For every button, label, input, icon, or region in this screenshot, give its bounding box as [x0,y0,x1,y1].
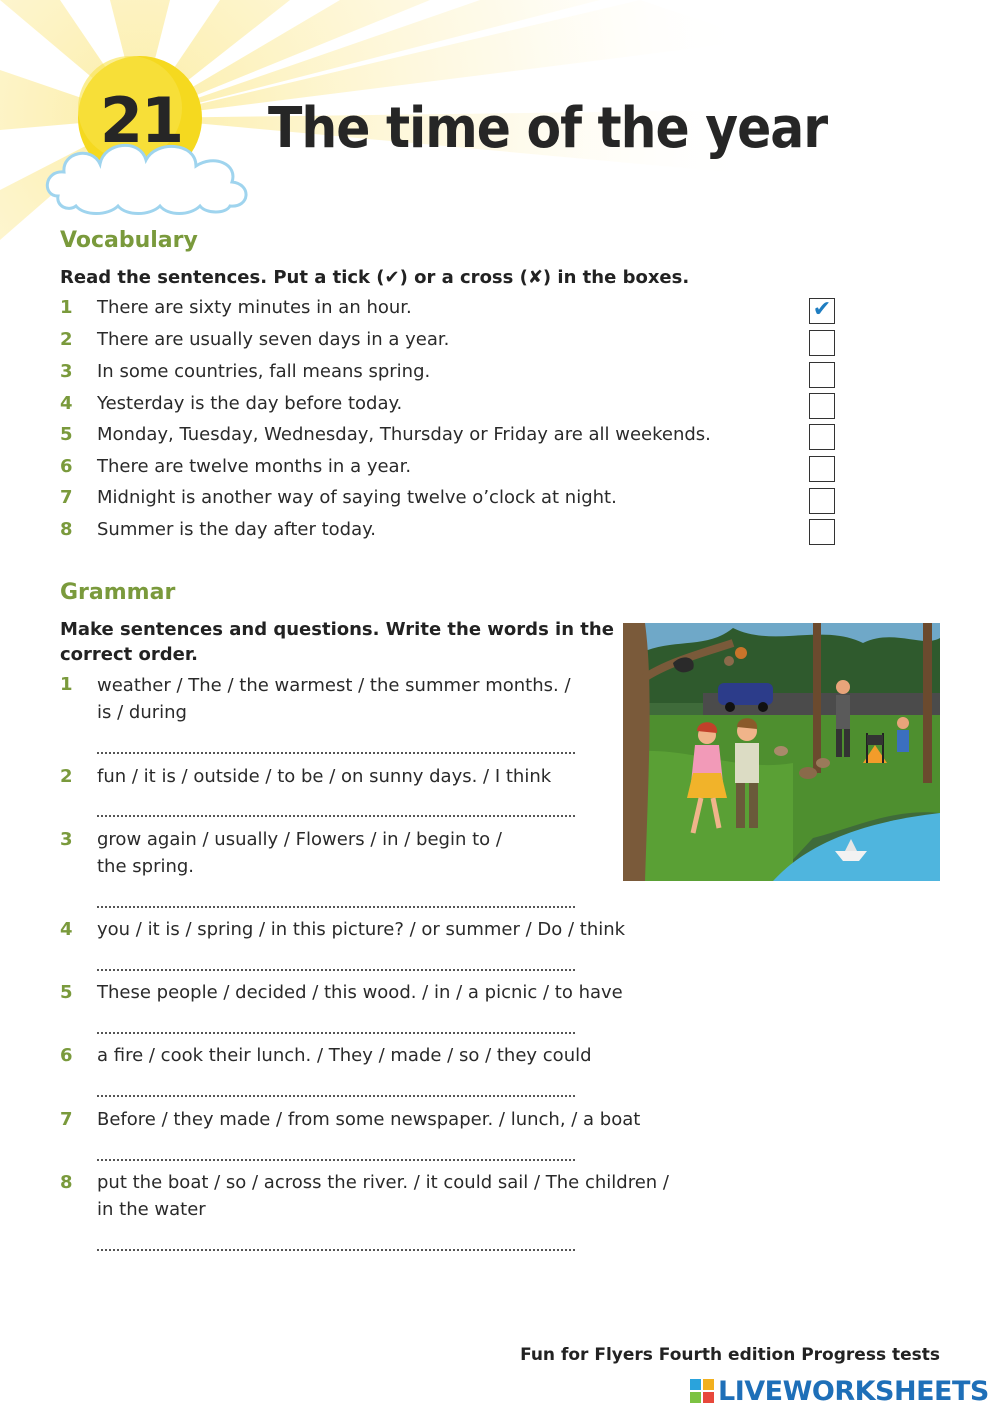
vocabulary-sentence: In some countries, fall means spring. [97,361,431,382]
vocabulary-sentence: Midnight is another way of saying twelve o’clock at night. [97,487,617,508]
item-number: 6 [60,1045,73,1066]
answer-line[interactable] [97,815,575,817]
item-number: 3 [60,829,73,850]
item-number: 7 [60,1109,73,1130]
page-title: The time of the year [268,96,828,161]
answer-checkbox[interactable] [809,488,835,514]
answer-checkbox[interactable] [809,393,835,419]
item-number: 7 [60,487,73,508]
word-prompt: fun / it is / outside / to be / on sunny days. / I think [97,766,552,787]
brand-name: LIVEWORKSHEETS [718,1375,989,1407]
answer-line[interactable] [97,1095,575,1097]
word-prompt: These people / decided / this wood. / in / a picnic / to have [97,982,623,1003]
liveworksheets-brand[interactable] [690,1376,989,1406]
vocabulary-sentence: There are twelve months in a year. [97,456,412,477]
answer-checkbox[interactable] [809,424,835,450]
series-footer: Fun for Flyers Fourth edition Progress tests [520,1345,940,1365]
answer-line[interactable] [97,1249,575,1251]
word-prompt: grow again / usually / Flowers / in / begin to / [97,829,502,850]
item-number: 1 [60,674,73,695]
item-number: 8 [60,1172,73,1193]
answer-line[interactable] [97,969,575,971]
item-number: 5 [60,982,73,1003]
grammar-instruction-line1: Make sentences and questions. Write the words in the [60,619,614,640]
grammar-heading: Grammar [60,580,176,605]
item-number: 2 [60,329,73,350]
answer-checkbox[interactable] [809,456,835,482]
grammar-instruction-line2: correct order. [60,644,199,665]
word-prompt: the spring. [97,856,195,877]
item-number: 3 [60,361,73,382]
answer-checkbox[interactable] [809,362,835,388]
item-number: 6 [60,456,73,477]
word-prompt: a fire / cook their lunch. / They / made / so / they could [97,1045,592,1066]
item-number: 4 [60,919,73,940]
vocabulary-sentence: There are usually seven days in a year. [97,329,450,350]
answer-line[interactable] [97,1159,575,1161]
answer-checkbox[interactable]: ✔ [809,298,835,324]
word-prompt: in the water [97,1199,206,1220]
vocabulary-sentence: Summer is the day after today. [97,519,376,540]
word-prompt: weather / The / the warmest / the summer months. / [97,675,571,696]
answer-checkbox[interactable] [809,519,835,545]
vocabulary-sentence: Monday, Tuesday, Wednesday, Thursday or Friday are all weekends. [97,424,711,445]
answer-line[interactable] [97,1032,575,1034]
answer-checkbox[interactable] [809,330,835,356]
unit-number: 21 [99,84,183,157]
vocabulary-heading: Vocabulary [60,228,198,253]
vocabulary-sentence: There are sixty minutes in an hour. [97,297,412,318]
item-number: 2 [60,766,73,787]
answer-line[interactable] [97,906,575,908]
item-number: 5 [60,424,73,445]
word-prompt: you / it is / spring / in this picture? / or summer / Do / think [97,919,626,940]
car [718,683,773,705]
vocabulary-instruction: Read the sentences. Put a tick (✔) or a cross (✘) in the boxes. [60,267,690,288]
vocabulary-sentence: Yesterday is the day before today. [97,393,403,414]
liveworksheets-logo-icon [690,1379,714,1403]
answer-line[interactable] [97,752,575,754]
word-prompt: put the boat / so / across the river. / it could sail / The children / [97,1172,669,1193]
picnic-scene-illustration [623,623,940,881]
word-prompt: is / during [97,702,187,723]
campfire [863,733,887,763]
item-number: 8 [60,519,73,540]
word-prompt: Before / they made / from some newspaper. / lunch, / a boat [97,1109,641,1130]
item-number: 4 [60,393,73,414]
item-number: 1 [60,297,73,318]
